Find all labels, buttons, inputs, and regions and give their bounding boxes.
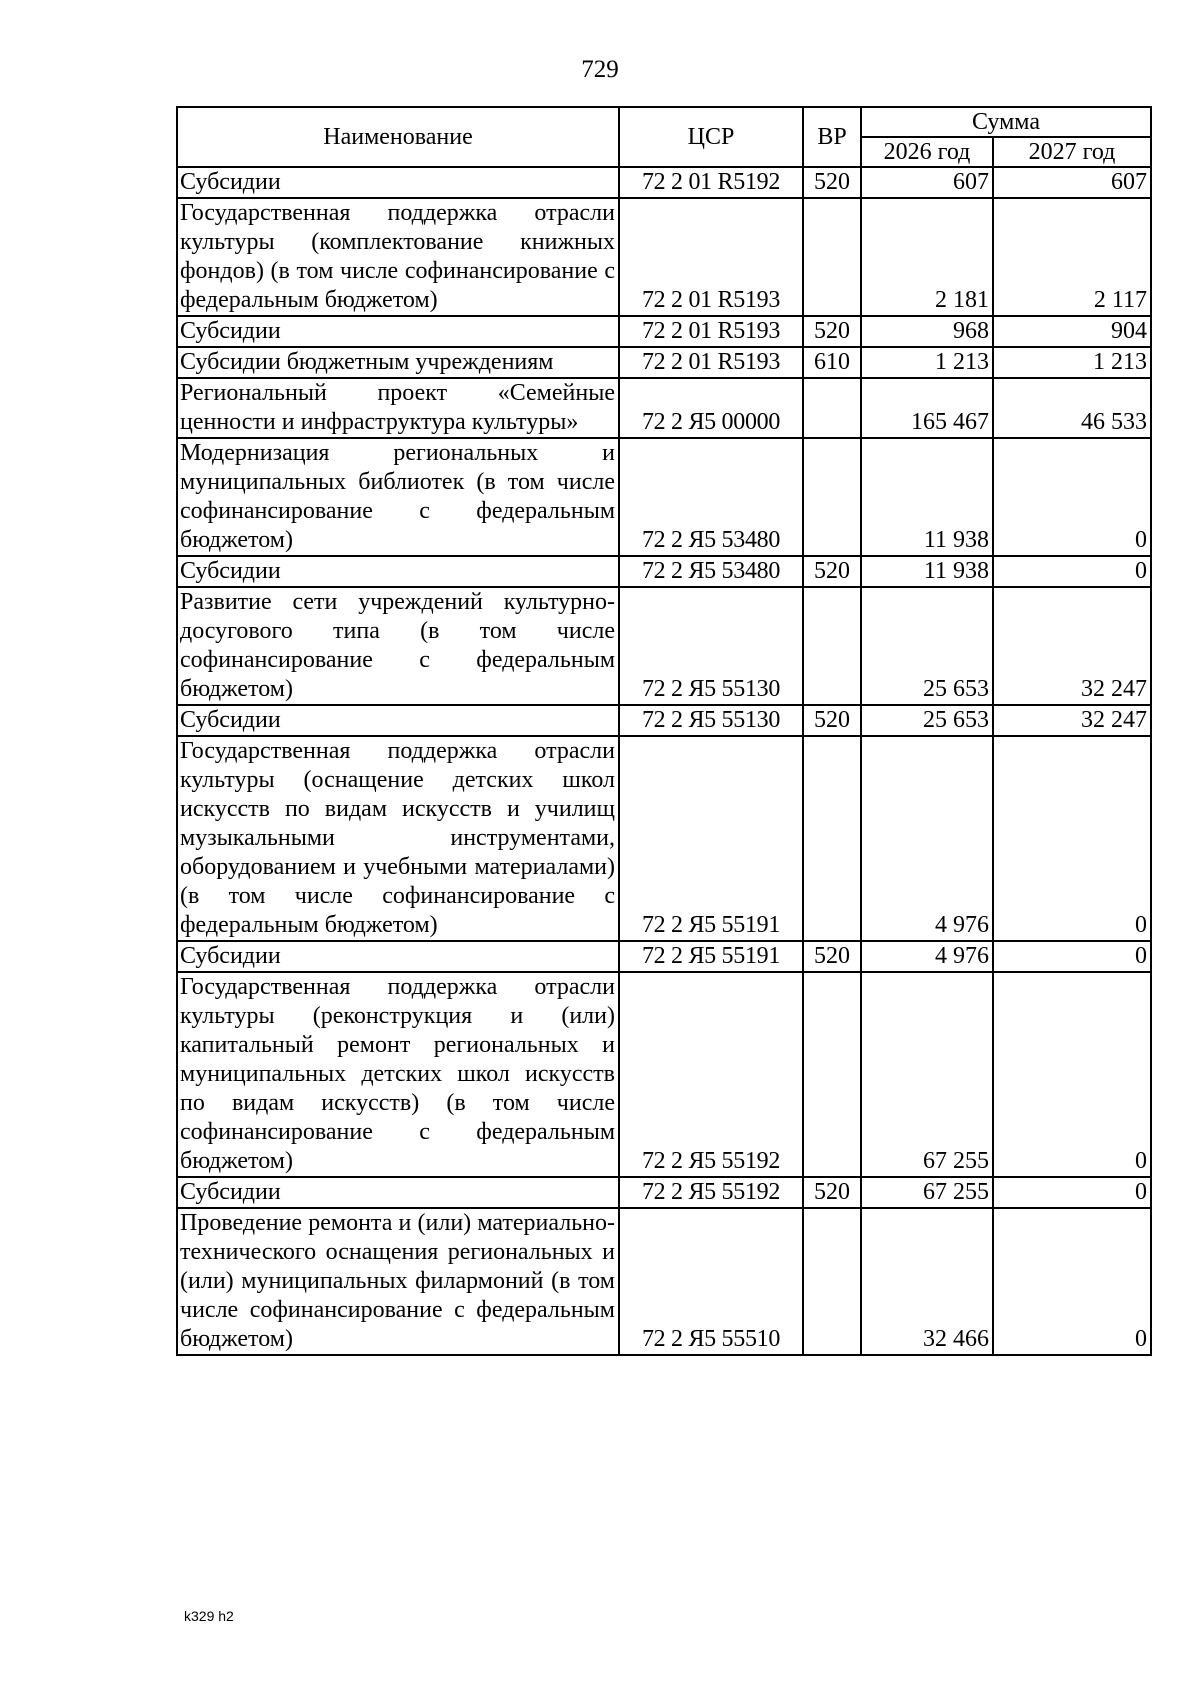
row-sum-2027: 32 247: [993, 705, 1151, 736]
row-sum-2027: 607: [993, 167, 1151, 198]
row-vr: [803, 198, 861, 316]
row-vr: 520: [803, 1177, 861, 1208]
row-vr: [803, 1208, 861, 1355]
row-sum-2026: 4 976: [861, 941, 993, 972]
row-csr: 72 2 01 R5192: [619, 167, 803, 198]
footer-code: k329 h2: [184, 1608, 234, 1624]
table-row: [177, 167, 1151, 198]
row-sum-2026: 607: [861, 167, 993, 198]
table-row: [177, 316, 1151, 347]
row-sum-2026: 32 466: [861, 1208, 993, 1355]
row-sum-2027: 0: [993, 556, 1151, 587]
row-vr: [803, 972, 861, 1177]
table-row: [177, 198, 1151, 316]
row-name: Субсидии: [177, 556, 619, 587]
row-vr: [803, 438, 861, 556]
row-sum-2027: 0: [993, 736, 1151, 941]
header-sum: Сумма: [861, 107, 1151, 137]
header-vr: ВР: [803, 107, 861, 167]
row-csr: 72 2 Я5 55191: [619, 736, 803, 941]
table-row: [177, 1177, 1151, 1208]
header-year-2026: 2026 год: [861, 137, 993, 167]
table-row: [177, 705, 1151, 736]
table-row: [177, 736, 1151, 941]
row-name: Развитие сети учреждений культурно-досугового типа (в том числе софинансирование с федеральным бюджетом): [177, 587, 619, 705]
row-vr: [803, 587, 861, 705]
table-row: [177, 587, 1151, 705]
row-sum-2027: 32 247: [993, 587, 1151, 705]
row-csr: 72 2 Я5 00000: [619, 378, 803, 438]
row-vr: 520: [803, 705, 861, 736]
row-sum-2026: 67 255: [861, 1177, 993, 1208]
row-sum-2027: 2 117: [993, 198, 1151, 316]
row-sum-2027: 1 213: [993, 347, 1151, 378]
row-sum-2027: 0: [993, 1208, 1151, 1355]
row-csr: 72 2 01 R5193: [619, 316, 803, 347]
table-row: [177, 1208, 1151, 1355]
row-sum-2026: 25 653: [861, 587, 993, 705]
header-year-2027: 2027 год: [993, 137, 1151, 167]
row-name: Государственная поддержка отрасли культуры (оснащение детских школ искусств по видам искусств и училищ музыкальными инструментами, оборудованием и учебными материалами) (в том числе софинансирование с федеральным бюджетом): [177, 736, 619, 941]
row-sum-2027: 0: [993, 1177, 1151, 1208]
header-csr: ЦСР: [619, 107, 803, 167]
row-csr: 72 2 Я5 55191: [619, 941, 803, 972]
row-name: Субсидии: [177, 705, 619, 736]
row-name: Субсидии: [177, 316, 619, 347]
header-name: Наименование: [177, 107, 619, 167]
row-sum-2026: 25 653: [861, 705, 993, 736]
row-sum-2027: 904: [993, 316, 1151, 347]
row-csr: 72 2 Я5 55510: [619, 1208, 803, 1355]
row-name: Субсидии: [177, 941, 619, 972]
row-csr: 72 2 01 R5193: [619, 347, 803, 378]
row-csr: 72 2 Я5 53480: [619, 438, 803, 556]
row-sum-2026: 1 213: [861, 347, 993, 378]
table-row: [177, 556, 1151, 587]
row-name: Проведение ремонта и (или) материально-технического оснащения региональных и (или) муниципальных филармоний (в том числе софинансирование с федеральным бюджетом): [177, 1208, 619, 1355]
table-header: [177, 107, 1151, 167]
row-sum-2026: 2 181: [861, 198, 993, 316]
row-vr: 520: [803, 316, 861, 347]
row-name: Государственная поддержка отрасли культуры (реконструкция и (или) капитальный ремонт региональных и муниципальных детских школ искусств по видам искусств) (в том числе софинансирование с федеральным бюджетом): [177, 972, 619, 1177]
page-number: 729: [581, 56, 619, 83]
row-sum-2026: 165 467: [861, 378, 993, 438]
row-name: Субсидии бюджетным учреждениям: [177, 347, 619, 378]
row-csr: 72 2 Я5 55192: [619, 1177, 803, 1208]
row-sum-2026: 11 938: [861, 556, 993, 587]
row-sum-2027: 0: [993, 972, 1151, 1177]
row-vr: 520: [803, 941, 861, 972]
row-csr: 72 2 Я5 53480: [619, 556, 803, 587]
row-sum-2027: 0: [993, 941, 1151, 972]
row-vr: [803, 736, 861, 941]
row-sum-2026: 11 938: [861, 438, 993, 556]
budget-table: [176, 106, 1152, 1356]
table-body: [177, 167, 1151, 1355]
row-csr: 72 2 Я5 55130: [619, 587, 803, 705]
row-vr: 520: [803, 167, 861, 198]
row-name: Субсидии: [177, 167, 619, 198]
table-row: [177, 972, 1151, 1177]
row-csr: 72 2 Я5 55130: [619, 705, 803, 736]
row-name: Субсидии: [177, 1177, 619, 1208]
row-sum-2026: 4 976: [861, 736, 993, 941]
row-name: Региональный проект «Семейные ценности и инфраструктура культуры»: [177, 378, 619, 438]
table-row: [177, 438, 1151, 556]
row-sum-2027: 46 533: [993, 378, 1151, 438]
row-csr: 72 2 Я5 55192: [619, 972, 803, 1177]
row-name: Государственная поддержка отрасли культуры (комплектование книжных фондов) (в том числе софинансирование с федеральным бюджетом): [177, 198, 619, 316]
row-sum-2026: 968: [861, 316, 993, 347]
row-sum-2026: 67 255: [861, 972, 993, 1177]
row-vr: [803, 378, 861, 438]
row-name: Модернизация региональных и муниципальных библиотек (в том числе софинансирование с федеральным бюджетом): [177, 438, 619, 556]
row-sum-2027: 0: [993, 438, 1151, 556]
row-csr: 72 2 01 R5193: [619, 198, 803, 316]
table-row: [177, 378, 1151, 438]
row-vr: 610: [803, 347, 861, 378]
row-vr: 520: [803, 556, 861, 587]
table-row: [177, 941, 1151, 972]
table-row: [177, 347, 1151, 378]
